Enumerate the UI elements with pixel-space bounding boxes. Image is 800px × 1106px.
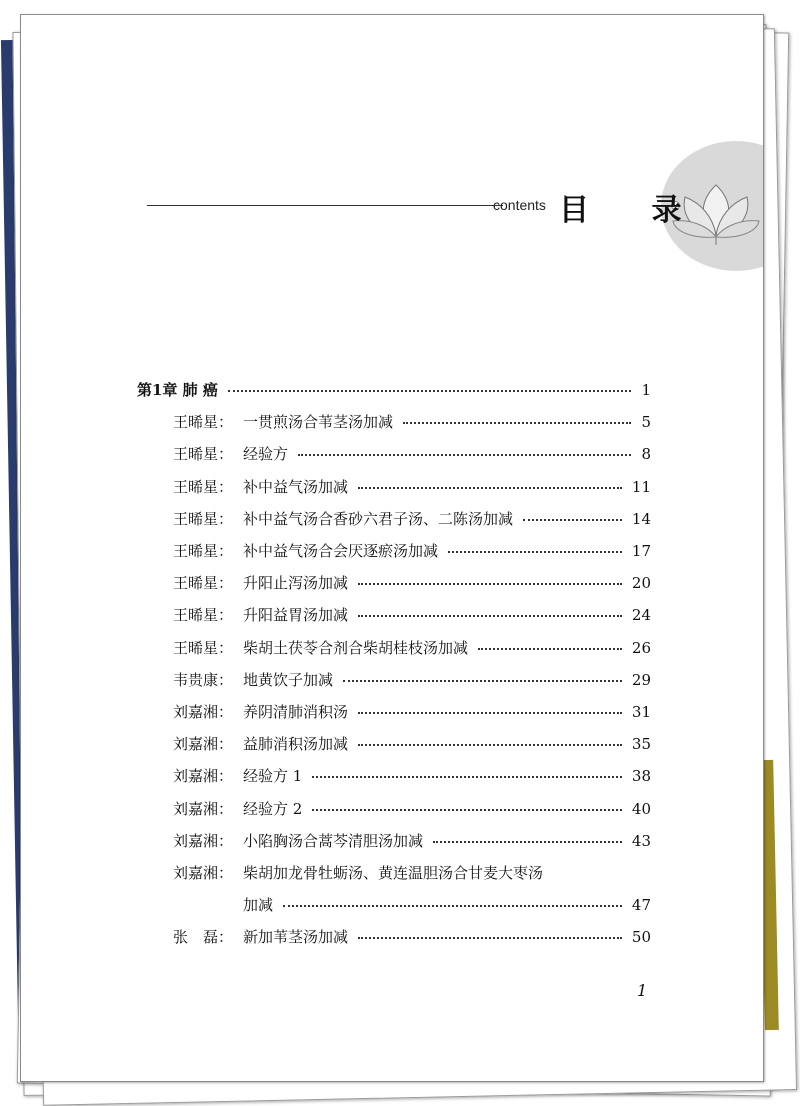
toc-row[interactable] (21, 798, 763, 820)
toc-page-number: 8 (641, 445, 651, 464)
toc-row[interactable] (21, 508, 763, 530)
toc-author: 王晞星： (173, 445, 234, 464)
toc-entry-lead (173, 894, 273, 916)
toc-page-number: 11 (631, 477, 651, 496)
toc-row[interactable] (21, 604, 763, 626)
toc-page-number: 43 (631, 831, 651, 850)
toc-leader-dots (478, 648, 622, 650)
toc-entry-lead (173, 572, 348, 594)
toc-entry-title: 地黄饮子加减 (243, 670, 334, 689)
toc-entry-lead (173, 540, 438, 562)
toc-author: 刘嘉湘： (173, 735, 234, 754)
toc-entry-title: 柴胡土茯苓合剂合柴胡桂枝汤加减 (243, 638, 469, 657)
toc-author: 刘嘉湘： (173, 703, 234, 721)
toc-row[interactable] (21, 669, 763, 691)
toc-author: 王晞星： (173, 574, 234, 593)
toc-leader-dots (228, 390, 631, 392)
toc-entry-title: 养阴清肺消积汤 (243, 703, 349, 721)
toc-entry-lead (173, 443, 288, 465)
toc-row[interactable] (21, 926, 763, 948)
toc-page-number: 1 (641, 381, 651, 399)
toc-page-number: 5 (641, 413, 651, 432)
toc-row[interactable] (21, 830, 763, 852)
toc-entry-title: 新加苇茎汤加减 (243, 928, 349, 947)
toc-entry-lead (173, 701, 348, 723)
toc-row[interactable] (21, 765, 763, 787)
toc-entry-lead (173, 508, 513, 530)
toc-row[interactable] (21, 862, 763, 884)
toc-leader-dots (448, 551, 622, 553)
toc-leader-dots (358, 744, 622, 746)
toc-entry-lead (173, 637, 468, 659)
toc-entry-lead (173, 862, 543, 884)
toc-page (20, 14, 764, 1082)
toc-leader-dots (358, 583, 622, 585)
toc-leader-dots (343, 680, 622, 682)
toc-chapter-row[interactable] (21, 379, 763, 401)
toc-entry-title: 升阳益胃汤加减 (243, 606, 349, 625)
toc-page-number: 40 (631, 799, 651, 818)
toc-row[interactable] (21, 540, 763, 562)
toc-entry-title: 补中益气汤合会厌逐瘀汤加减 (243, 542, 439, 560)
toc-row[interactable] (21, 476, 763, 498)
toc-leader-dots (283, 905, 622, 907)
toc-row[interactable] (21, 701, 763, 723)
toc-leader-dots (523, 519, 622, 521)
toc-row[interactable] (21, 572, 763, 594)
toc-entry-lead (173, 411, 393, 433)
toc-page-number: 47 (631, 896, 651, 915)
toc-author: 刘嘉湘： (173, 831, 234, 850)
toc-author: 王晞星： (173, 413, 234, 432)
toc-chapter-title: 第1章 肺 癌 (137, 381, 218, 399)
toc-row[interactable] (21, 443, 763, 465)
toc-page-number: 29 (631, 670, 651, 689)
toc-leader-dots (358, 487, 622, 489)
toc-row[interactable] (21, 894, 763, 916)
toc-author: 刘嘉湘： (173, 767, 234, 786)
toc-entry-title: 补中益气汤合香砂六君子汤、二陈汤加减 (243, 509, 514, 528)
toc-entry-title: 益肺消积汤加减 (243, 735, 349, 754)
toc-entry-lead (173, 669, 333, 691)
toc-author: 王晞星： (173, 606, 234, 625)
contents-label: contents (493, 197, 546, 213)
toc-entry-title: 经验方 2 (243, 799, 303, 818)
toc-entry-lead (173, 926, 348, 948)
toc-entry-title: 补中益气汤加减 (243, 477, 349, 496)
toc-row[interactable] (21, 411, 763, 433)
toc-author: 王晞星： (173, 509, 234, 528)
toc-leader-dots (433, 841, 622, 843)
toc-entry-title: 柴胡加龙骨牡蛎汤、黄连温胆汤合甘麦大枣汤 (243, 864, 544, 882)
toc-author: 王晞星： (173, 638, 234, 657)
toc-row[interactable] (21, 637, 763, 659)
page-number: 1 (637, 981, 648, 1000)
toc-page-number: 24 (631, 606, 651, 625)
toc-author: 刘嘉湘： (173, 799, 234, 818)
page-title: 目 录 (559, 193, 708, 228)
toc-entry-lead (173, 765, 302, 787)
toc-entry-lead (173, 830, 423, 852)
header-rule (147, 205, 503, 206)
toc-entry-lead (173, 604, 348, 626)
toc-entry-lead (173, 476, 348, 498)
toc-leader-dots (358, 712, 622, 714)
toc-author: 张 磊： (173, 928, 234, 947)
toc-page-number: 50 (631, 928, 651, 947)
toc-entry-title: 加减 (243, 896, 274, 915)
toc-entry-title: 小陷胸汤合蒿芩清胆汤加减 (243, 831, 424, 850)
toc-page-number: 35 (631, 735, 651, 754)
toc-leader-dots (298, 454, 631, 456)
toc-entry-title: 一贯煎汤合苇茎汤加减 (243, 413, 394, 432)
toc-page-number: 26 (631, 638, 651, 657)
toc-row[interactable] (21, 733, 763, 755)
toc-entry-title: 经验方 (243, 445, 289, 464)
toc-entry-title: 升阳止泻汤加减 (243, 574, 349, 593)
toc-author: 刘嘉湘： (173, 864, 234, 882)
toc-page-number: 20 (631, 574, 651, 593)
toc-entry-title: 经验方 1 (243, 767, 303, 786)
toc-author: 王晞星： (173, 542, 234, 560)
toc-leader-dots (312, 776, 622, 778)
toc-page-number: 31 (631, 703, 651, 721)
toc-author: 王晞星： (173, 477, 234, 496)
toc-leader-dots (312, 809, 622, 811)
toc-entry-lead (173, 798, 302, 820)
toc-author: 韦贵康： (173, 670, 234, 689)
toc-page-number: 14 (631, 509, 651, 528)
toc-leader-dots (358, 937, 622, 939)
toc-page-number: 38 (631, 767, 651, 786)
toc-leader-dots (358, 615, 622, 617)
toc-leader-dots (403, 422, 631, 424)
toc-page-number: 17 (631, 542, 651, 560)
toc-entry-lead (173, 733, 348, 755)
